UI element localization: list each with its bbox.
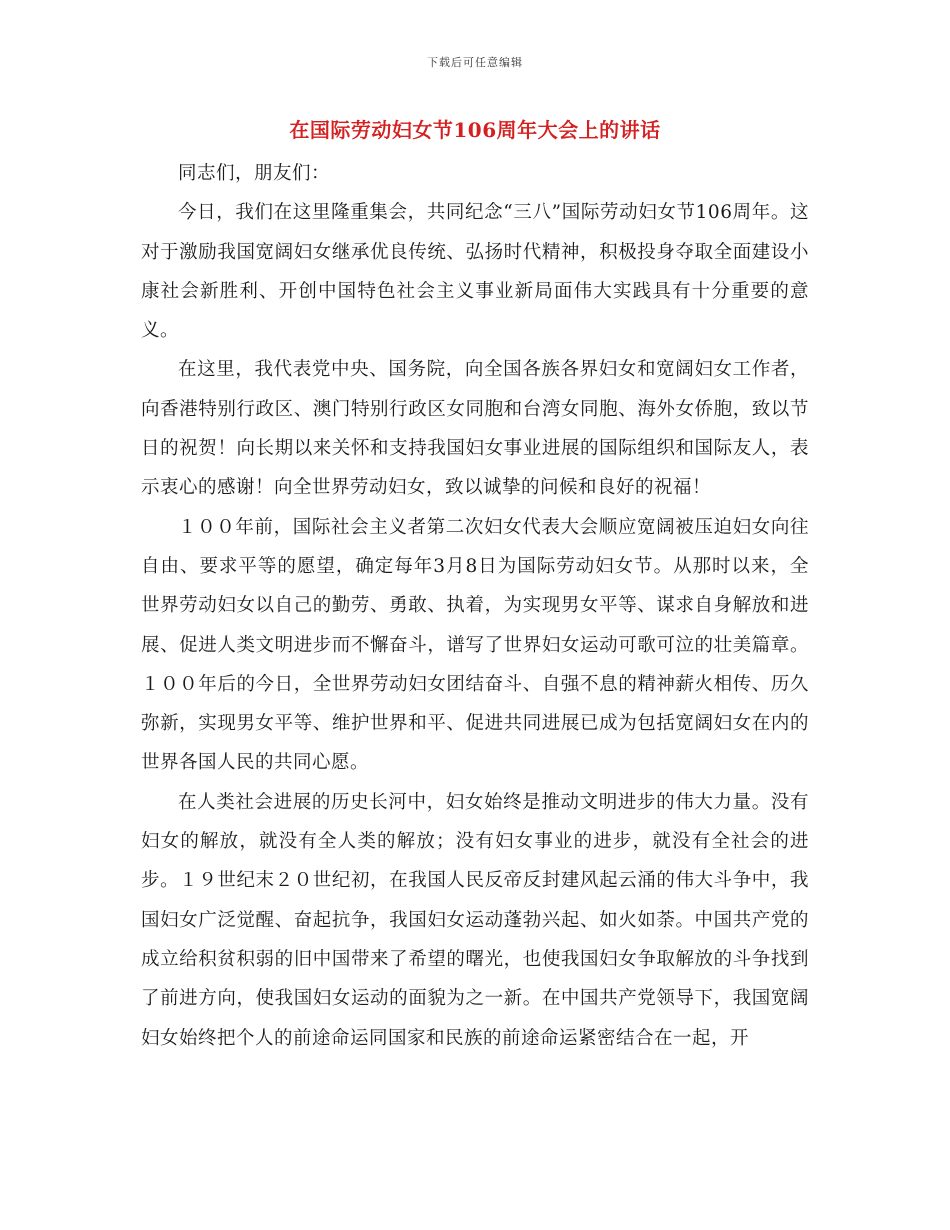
body-paragraph-2: 在这里，我代表党中央、国务院，向全国各族各界妇女和宽阔妇女工作者，向香港特别行政区、澳门特别行政区女同胞和台湾女同胞、海外女侨胞，致以节日的祝贺！向长期以来关怀和支持我国妇女事业进展的国际组织和国际友人，表示衷心的感谢！向全世界劳动妇女，致以诚挚的问候和良好的祝福！ [141, 359, 809, 499]
header-note: 下载后可任意编辑 [427, 56, 523, 69]
document-title: 在国际劳动妇女节106周年大会上的讲话 [289, 118, 661, 142]
body-paragraph-3: １００年前，国际社会主义者第二次妇女代表大会顺应宽阔被压迫妇女向往自由、要求平等的愿望，确定每年3月8日为国际劳动妇女节。从那时以来，全世界劳动妇女以自己的勤劳、勇敢、执着，为实现男女平等、谋求自身解放和进展、促进人类文明进步而不懈奋斗，谱写了世界妇女运动可歌可泣的壮美篇章。１００年后的今日，全世界劳动妇女团结奋斗、自强不息的精神薪火相传、历久弥新，实现男女平等、维护世界和平、促进共同进展已成为包括宽阔妇女在内的世界各国人民的共同心愿。 [141, 516, 809, 774]
body-paragraph-4: 在人类社会进展的历史长河中，妇女始终是推动文明进步的伟大力量。没有妇女的解放，就没有全人类的解放；没有妇女事业的进步，就没有全社会的进步。１９世纪末２０世纪初，在我国人民反帝反封建风起云涌的伟大斗争中，我国妇女广泛觉醒、奋起抗争，我国妇女运动蓬勃兴起、如火如荼。中国共产党的成立给积贫积弱的旧中国带来了希望的曙光，也使我国妇女争取解放的斗争找到了前进方向，使我国妇女运动的面貌为之一新。在中国共产党领导下，我国宽阔妇女始终把个人的前途命运同国家和民族的前途命运紧密结合在一起，开 [141, 791, 809, 1049]
body-paragraph-1: 今日，我们在这里隆重集会，共同纪念“三八”国际劳动妇女节106周年。这对于激励我国宽阔妇女继承优良传统、弘扬时代精神，积极投身夺取全面建设小康社会新胜利、开创中国特色社会主义事业新局面伟大实践具有十分重要的意义。 [141, 202, 809, 342]
document-body [141, 154, 809, 1058]
salutation-paragraph: 同志们，朋友们： [178, 163, 331, 184]
